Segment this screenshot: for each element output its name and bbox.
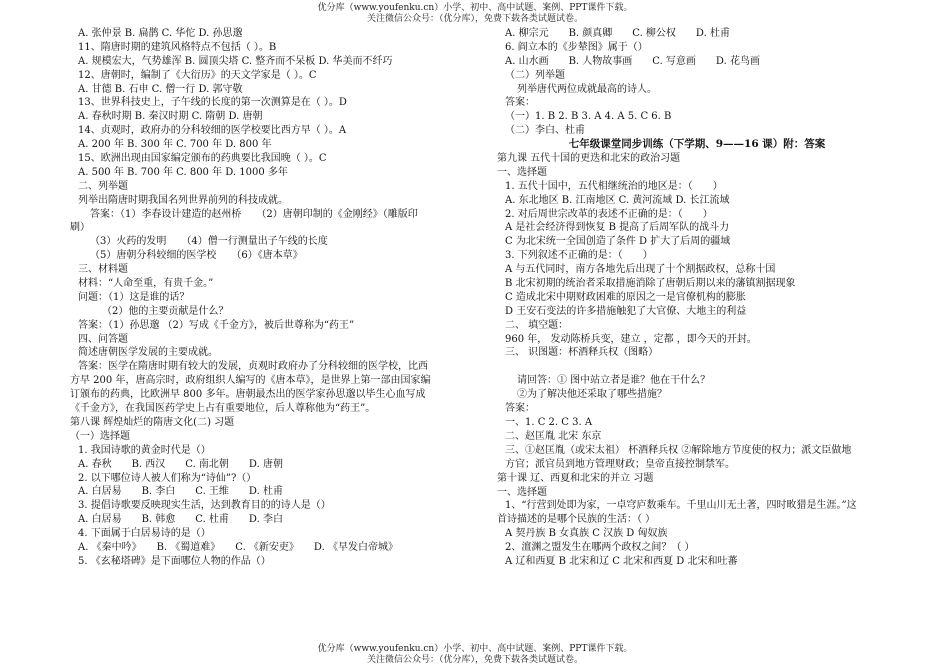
question-15: 15、欧洲出现由国家编定颁布的药典要比我国晚（ ）。C	[78, 153, 327, 165]
l9-answer-choice: 一、1. C 2. C 3. A	[505, 417, 593, 429]
l8-question-5: 5. 《玄秘塔碑》是下面哪位人物的作品（）	[78, 555, 271, 567]
listing-answer-3: （5）唐朝分科较细的医学校 （6）《唐本草》	[90, 250, 303, 262]
l9-options-2a: A 是社会经济得到恢复 B 提高了后周军队的战斗力	[505, 222, 730, 234]
l8-options-2: A. 白居易 B. 李白 C. 王维 D. 杜甫	[78, 486, 283, 498]
header-line-2: 关注微信公众号：（优分库），免费下载各类试题试卷。	[366, 14, 583, 24]
l8-answer-choice: （一）1. B 2. B 3. A 4. A 5. C 6. B	[505, 111, 672, 123]
question-13: 13、世界科技史上，子午线的长度的第一次测算是在（ ）。D	[78, 97, 347, 109]
l10-section-choice: 一、选择题	[497, 486, 547, 498]
right-column	[497, 27, 897, 569]
l9-section-fill: 二、 填空题：	[505, 319, 569, 331]
material-answer: 答案：（1）孙思邈 （2）写成《千金方》，被后世尊称为“药王”	[78, 319, 355, 331]
l9-image-question-2: ②为了解决他还采取了哪些措施？	[517, 389, 667, 401]
l9-answer-image-1: 三、①赵匡胤（或宋太祖） 杯酒释兵权 ②解除地方节度使的权力；派文臣做地	[505, 444, 852, 456]
l9-option-3a: A 与五代同时，南方各地先后出现了十个割据政权，总称十国	[505, 264, 776, 276]
l10-options-1: A 契丹族 B 女真族 C 汉族 D 匈奴族	[505, 528, 668, 540]
listing-prompt: 列举出隋唐时期我国名列世界前列的科技成就。	[78, 194, 288, 206]
lesson-9-title: 第九课 五代十国的更迭和北宋的政治习题	[497, 153, 681, 165]
qa-answer-line-2: 方早 200 年，唐高宗时，政府组织人编写的《唐本草》，是世界上第一部由国家编	[70, 375, 431, 387]
l8-listing-prompt: 列举唐代两位成就最高的诗人。	[517, 83, 657, 95]
l8-question-1: 1. 我国诗歌的黄金时代是（）	[78, 444, 211, 456]
section-heading-material: 三、材料题	[78, 264, 128, 276]
l8-options-6: A. 山水画 B. 人物故事画 C. 写意画 D. 花鸟画	[505, 55, 760, 67]
l9-fill-question: 960 年， 发动陈桥兵变，建立 ，定都 ，即今天的开封。	[505, 333, 757, 345]
l8-options-3: A. 白居易 B. 韩愈 C. 杜甫 D. 李白	[78, 514, 283, 526]
l9-option-3c: C 造成北宋中期财政困难的原因之一是官僚机构的膨胀	[505, 291, 746, 303]
l9-options-1: A. 东北地区 B. 江南地区 C. 黄河流域 D. 长江流域	[505, 194, 730, 206]
answer-options-q11: A. 规模宏大，气势雄浑 B. 圆顶尖塔 C. 整齐而不呆板 D. 华美而不纤巧	[78, 55, 393, 67]
l10-question-2: 2、澶渊之盟发生在哪两个政权之间？（ ）	[505, 542, 695, 554]
l9-answer-label: 答案：	[505, 403, 535, 415]
listing-answer-2: （3）火药的发明 （4）僧一行测量出子午线的长度	[90, 236, 328, 248]
qa-answer-line-3: 订颁布的药典，比欧洲早 800 多年。唐朝最杰出的医学家孙思邈以毕生心血写成	[70, 389, 426, 401]
footer-line-1: 优分库（www.youfenku.cn）小学、初中、高中试题、案例、PPT课件下载。	[317, 644, 633, 654]
figure-placeholder-gap	[497, 360, 897, 374]
l8-question-4: 4. 下面属于白居易诗的是（）	[78, 528, 211, 540]
l10-question-1-cont: 首诗描述的是哪个民族的生活：（ ）	[497, 514, 656, 526]
page-header	[0, 3, 950, 25]
material-text: 材料：“人命至重，有贵千金。”	[78, 278, 214, 290]
l8-answer-listing: （二）李白、杜甫	[505, 125, 585, 137]
material-question-1: 问题：（1）这是谁的话？	[78, 291, 190, 303]
l8-options-1: A. 春秋 B. 西汉 C. 南北朝 D. 唐朝	[78, 458, 283, 470]
qa-prompt: 简述唐朝医学发展的主要成就。	[78, 347, 218, 359]
l9-question-1: 1. 五代十国中，五代相继统治的地区是：（ ）	[505, 180, 723, 192]
l9-question-2: 2. 对后周世宗改革的表述不正确的是：（ ）	[505, 208, 713, 220]
section-heading-choice: （一）选择题	[70, 430, 130, 442]
l8-options-5: A. 柳宗元 B. 颜真卿 C. 柳公权 D. 杜甫	[505, 28, 730, 39]
l8-options-4: A. 《秦中吟》 B. 《蜀道难》 C. 《新安吏》 D. 《早发白帝城》	[78, 541, 398, 553]
l8-section-listing: （二）列举题	[505, 69, 565, 81]
lesson-10-title: 第十课 辽、西夏和北宋的并立 习题	[497, 472, 654, 484]
left-column	[70, 27, 475, 569]
l9-option-3d: D 王安石变法的许多措施触犯了大官僚、大地主的利益	[505, 305, 747, 317]
l9-question-3: 3. 下列叙述不正确的是：（ ）	[505, 250, 653, 262]
l9-answer-fill: 二、赵匡胤 北宋 东京	[505, 430, 602, 442]
header-line-1: 优分库（www.youfenku.cn）小学、初中、高中试题、案例、PPT课件下载。	[317, 3, 633, 13]
l8-question-6: 6. 阎立本的《步辇图》属于（）	[505, 41, 648, 53]
answer-options-q10: A. 张仲景 B. 扁鹊 C. 华佗 D. 孙思邈	[78, 28, 243, 39]
question-11: 11、隋唐时期的建筑风格特点不包括（ ）。B	[78, 41, 277, 53]
l9-options-2b: C 为北宋统一全国创造了条件 D 扩大了后周的疆域	[505, 236, 731, 248]
l9-image-question-1: 请回答：① 图中站立者是谁？他在干什么？	[517, 375, 711, 387]
answer-options-q14: A. 200 年 B. 300 年 C. 700 年 D. 800 年	[78, 139, 272, 151]
footer-line-2: 关注微信公众号：（优分库），免费下载各类试题试卷。	[366, 655, 583, 665]
answer-options-q12: A. 甘德 B. 石申 C. 僧一行 D. 郭守敬	[78, 83, 243, 95]
l9-section-choice: 一、选择题	[497, 166, 547, 178]
l10-question-1: 1、“行营到处即为家，一卓穹庐数乘车。千里山川无土著，四时畋猎是生涯。”这	[505, 500, 857, 512]
answer-section-title: 七年级课堂同步训练（下学期、9——16 课）附：答案	[568, 138, 826, 151]
question-14: 14、贞观时，政府办的分科较细的医学校要比西方早（ ）。A	[78, 125, 347, 137]
lesson-8-title: 第八课 辉煌灿烂的隋唐文化(二) 习题	[70, 416, 235, 428]
l9-answer-image-2: 方官；派官员到地方管理财政；皇帝直接控制禁军。	[505, 458, 735, 470]
l8-question-3: 3. 提倡诗歌要反映现实生活，达到教育目的的诗人是（）	[78, 500, 331, 512]
listing-answer-1-cont: 刷）	[70, 222, 90, 234]
listing-answer-1: 答案：（1）李春设计建造的赵州桥 （2）唐朝印制的《金刚经》（雕版印	[90, 208, 418, 220]
qa-answer-line-1: 答案：医学在隋唐时期有较大的发展，贞观时政府办了分科较细的医学校，比西	[78, 361, 428, 373]
l9-section-image: 三、 识图题：杯酒释兵权（图略）	[505, 347, 659, 359]
answer-options-q13: A. 春秋时期 B. 秦汉时期 C. 隋朝 D. 唐朝	[78, 111, 263, 123]
l9-option-3b: B 北宋初期的统治者采取措施消除了唐朝后期以来的藩镇割据现象	[505, 278, 796, 290]
material-question-2: （2）他的主要贡献是什么？	[102, 305, 229, 317]
section-heading-qa: 四、问答题	[78, 333, 128, 345]
l8-question-2: 2. 以下哪位诗人被人们称为“诗仙”?（）	[78, 472, 257, 484]
answer-options-q15: A. 500 年 B. 700 年 C. 800 年 D. 1000 多年	[78, 166, 288, 178]
section-heading-listing: 二、列举题	[78, 180, 128, 192]
l8-answer-label: 答案：	[505, 97, 535, 109]
l10-options-2: A 辽和西夏 B 北宋和辽 C 北宋和西夏 D 北宋和吐蕃	[505, 555, 738, 567]
question-12: 12、唐朝时，编制了《大衍历》的天文学家是（ ）。C	[78, 69, 317, 81]
page-footer	[0, 644, 950, 666]
qa-answer-line-4: 《千金方》，在我国医药学史上占有重要地位，后人尊称他为“药王”。	[70, 403, 376, 415]
